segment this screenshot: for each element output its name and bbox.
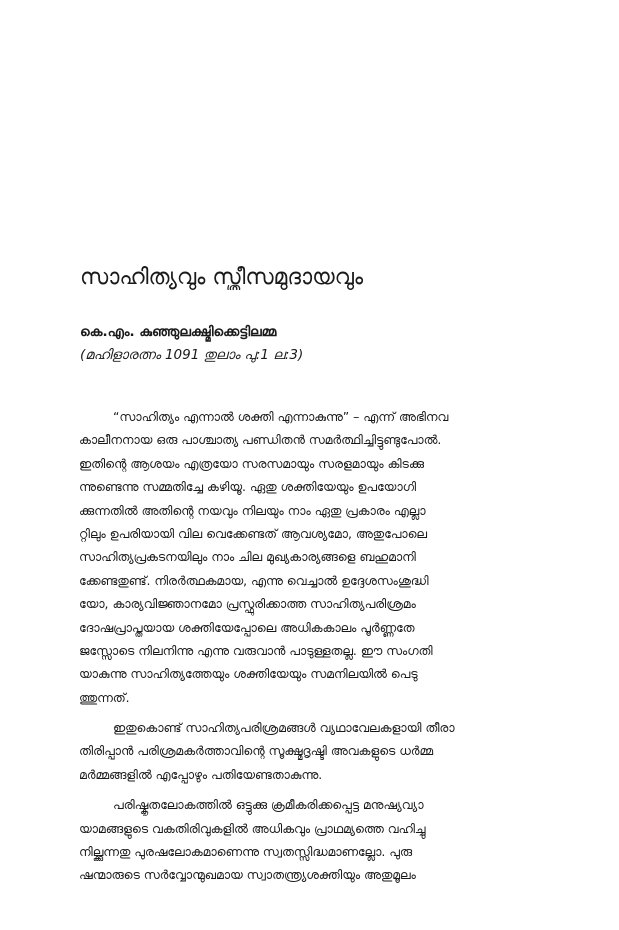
text-line: ക്കേണ്ടതുണ്ട്. നിരർത്ഥകമായ, എന്നു വെച്ചാൽ ഉദ്ദേശസംശുദ്ധി — [79, 572, 429, 588]
text-line: സാഹിത്യപ്രകടനയിലും നാം ചില മുഖ്യകാര്യങ്ങളെ ബഹുമാനി — [79, 549, 416, 565]
text-line: തിരിപ്പാൻ പരിശ്രമകർത്താവിന്റെ സൂക്ഷ്മദൃഷ്ടി അവകളുടെ ധർമ്മ — [79, 743, 433, 759]
text-line: ന്നുണ്ടെന്നു സമ്മതിച്ചേ കഴിയൂ. ഏതു ശക്തിയേയും ഉപയോഗി — [79, 479, 417, 495]
text-line: ത്തുന്നത്. — [79, 689, 130, 705]
text-line: ഇതിന്റെ ആശയം എത്രയോ സരസമായും സരളമായും കിടക്കു — [79, 455, 424, 471]
text-line: കാലീനനായ ഒരു പാശ്ചാത്യ പണ്ഡിതൻ സമർത്ഥിച്ചിട്ടുണ്ടുപോൽ. — [79, 432, 442, 448]
text-line: “സാഹിത്യം എന്നാൽ ശക്തി എന്നാകുന്നു” – എന്ന് അഭിനവ — [113, 409, 449, 424]
publication-source: (മഹിളാരത്നം 1091 തുലാം പു:1 ല:3) — [80, 347, 304, 363]
text-line: മർമ്മങ്ങളിൽ എപ്പോഴും പതിയേണ്ടതാകുന്നു. — [79, 766, 323, 782]
author-name: കെ.എം. കുഞ്ഞുലക്ഷ്മിക്കെട്ടിലമ്മ — [80, 324, 277, 340]
paragraph-2 — [79, 716, 555, 786]
text-line: ജസ്സോടെ നിലനിന്നു എന്നു വരുവാൻ പാടുള്ളതല്ല. ഈ സംഗതി — [79, 642, 433, 658]
text-line: നില്ക്കുന്നതു പുരഷലോകമാണെന്നു സ്വതസ്സിദ്ധമാണല്ലോ. പുരു — [79, 844, 413, 860]
text-line: യോ, കാര്യവിജ്ഞാനമോ പ്രസ്ഫുരിക്കാത്ത സാഹിത്യപരിശ്രമം — [79, 596, 416, 612]
paragraph-1 — [79, 405, 555, 709]
text-line: പരിഷ്കൃതലോകത്തിൽ ഒട്ടുക്കു ക്രമീകരിക്കപ്പെട്ട മനുഷ്യവ്യാ — [113, 797, 424, 813]
paragraph-3 — [79, 793, 555, 887]
text-line: ഇതുകൊണ്ട് സാഹിത്യപരിശ്രമങ്ങൾ വ്യഥാവേലകളായി തീരാ — [113, 720, 455, 736]
text-line: യാമങ്ങളുടെ വകതിരിവുകളിൽ അധികവും പ്രാഥമ്യത്തെ വഹിച്ചു — [79, 820, 426, 836]
article-body — [79, 405, 555, 887]
text-line: യാകുന്നു സാഹിത്യത്തേയും ശക്തിയേയും സമനിലയിൽ പെടു — [79, 666, 418, 682]
text-line: ദോഷപ്രാപ്തയായ ശക്തിയേപ്പോലെ അധികകാലം പൂർണ്ണതേ — [79, 619, 415, 635]
article-title: സാഹിത്യവും സ്ത്രീസമുദായവും — [80, 265, 364, 290]
text-line: ക്കുന്നതിൽ അതിന്റെ നയവും നിലയും നാം ഏതു പ്രകാരം എല്ലാ — [79, 502, 426, 518]
text-line: ഷന്മാരുടെ സർവ്വോന്മുഖമായ സ്വാതന്ത്ര്യശക്തിയും അതുമൂലം — [79, 867, 416, 883]
text-line: റ്റിലും ഉപരിയായി വില വെക്കേണ്ടത് ആവശ്യമോ, അതുപോലെ — [79, 525, 428, 541]
